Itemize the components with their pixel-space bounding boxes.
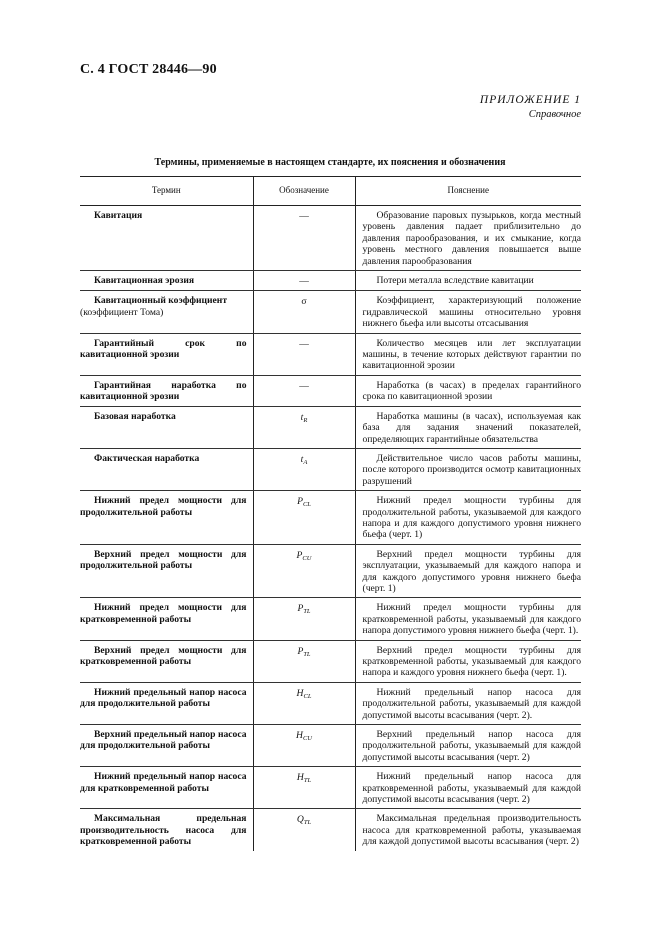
explanation-cell: Потери металла вследствие кавитации bbox=[355, 271, 581, 291]
symbol-subscript: CU bbox=[302, 735, 312, 743]
term-text: Верхний предел мощности для продолжительной работы bbox=[80, 548, 247, 572]
term-cell bbox=[80, 333, 253, 375]
term-text: Нижний предельный напор насоса для продолжительной работы bbox=[80, 686, 247, 710]
term-text: Верхний предельный напор насоса для продолжительной работы bbox=[80, 729, 247, 752]
column-header-term: Термин bbox=[80, 177, 253, 206]
term-text: Кавитация bbox=[94, 210, 143, 221]
symbol-cell bbox=[253, 375, 355, 406]
symbol-text: P bbox=[296, 549, 303, 561]
table-row bbox=[80, 544, 581, 598]
table-row bbox=[80, 640, 581, 682]
explanation-cell: Нижний предельный напор насоса для продолжительной работы, указываемый для каждой допустимой высоты всасывания (черт. 2). bbox=[355, 682, 581, 724]
term-text: Базовая наработка bbox=[94, 410, 176, 422]
term-text: Гарантийный срок по кавитационной эрозии bbox=[80, 337, 247, 361]
explanation-cell: Наработка (в часах) в пределах гарантийного срока по кавитационной эрозии bbox=[355, 375, 581, 406]
symbol-text: P bbox=[297, 645, 304, 657]
term-cell bbox=[80, 448, 253, 490]
table-row bbox=[80, 291, 581, 333]
explanation-cell: Действительное число часов работы машины, после которого производится осмотр кавитационных разрушений bbox=[355, 448, 581, 490]
symbol-cell bbox=[253, 291, 355, 333]
symbol-text: — bbox=[299, 338, 309, 350]
symbol-text: H bbox=[296, 772, 304, 784]
term-cell bbox=[80, 375, 253, 406]
symbol-cell bbox=[253, 682, 355, 724]
table-header-row bbox=[80, 177, 581, 206]
term-cell bbox=[80, 271, 253, 291]
table-body bbox=[80, 206, 581, 851]
explanation-cell: Верхний предел мощности турбины для эксплуатации, указываемый для каждого напора и для каждого допустимого уровня нижнего бьефа (черт. 1) bbox=[355, 544, 581, 598]
term-text: Нижний предельный напор насоса для кратковременной работы bbox=[80, 771, 247, 794]
symbol-cell bbox=[253, 271, 355, 291]
symbol-subscript: TL bbox=[303, 777, 312, 785]
explanation-cell: Верхний предельный напор насоса для продолжительной работы, указываемый для каждой допустимой высоты всасывания (черт. 2) bbox=[355, 725, 581, 767]
symbol-cell bbox=[253, 725, 355, 767]
term-text: Максимальная предельная производительность насоса для кратковременной работы bbox=[80, 813, 247, 848]
term-cell bbox=[80, 640, 253, 682]
term-cell bbox=[80, 406, 253, 448]
explanation-cell: Нижний предел мощности турбины для кратковременной работы, указываемый для каждого напора допустимого уровня нижнего бьефа (черт. 1). bbox=[355, 598, 581, 640]
term-cell bbox=[80, 809, 253, 851]
term-cell bbox=[80, 598, 253, 640]
symbol-text: H bbox=[296, 730, 303, 742]
appendix-subtitle: Справочное bbox=[528, 109, 581, 120]
symbol-subscript: A bbox=[303, 458, 308, 466]
page-header: С. 4 ГОСТ 28446—90 bbox=[80, 62, 217, 77]
term-text: Кавитационный коэффициент bbox=[94, 295, 228, 307]
appendix-label bbox=[480, 94, 581, 120]
symbol-cell bbox=[253, 206, 355, 271]
term-text: Кавитационная эрозия bbox=[94, 275, 195, 287]
symbol-subscript: CL bbox=[302, 501, 311, 509]
term-cell bbox=[80, 206, 253, 271]
symbol-cell bbox=[253, 640, 355, 682]
symbol-text: Q bbox=[296, 814, 304, 826]
table-row bbox=[80, 333, 581, 375]
symbol-subscript: CU bbox=[302, 554, 312, 562]
table-row bbox=[80, 406, 581, 448]
explanation-cell: Нижний предел мощности турбины для продолжительной работы, указываемой для каждого напора и для каждого допустимого уровня нижнего бьефа (черт. 1) bbox=[355, 491, 581, 545]
term-cell bbox=[80, 291, 253, 333]
term-cell bbox=[80, 491, 253, 545]
symbol-subscript: R bbox=[303, 416, 308, 424]
table-row bbox=[80, 767, 581, 809]
term-cell bbox=[80, 544, 253, 598]
explanation-cell: Образование паровых пузырьков, когда местный уровень давления падает приблизительно до давления парообразования, и их смыкание, когда уровень местного давления повышается выше давления парообразования bbox=[355, 206, 581, 271]
table-row bbox=[80, 598, 581, 640]
table-row bbox=[80, 448, 581, 490]
symbol-cell bbox=[253, 809, 355, 851]
symbol-cell bbox=[253, 491, 355, 545]
explanation-cell: Верхний предел мощности турбины для кратковременной работы, указываемый для каждого напора и каждого уровня нижнего бьефа (черт. 1). bbox=[355, 640, 581, 682]
term-cell bbox=[80, 767, 253, 809]
symbol-cell bbox=[253, 448, 355, 490]
appendix-title: ПРИЛОЖЕНИЕ 1 bbox=[479, 94, 581, 106]
symbol-text: P bbox=[297, 603, 304, 615]
term-text: Гарантийная наработка по кавитационной эрозии bbox=[80, 379, 247, 403]
explanation-cell: Нижний предельный напор насоса для кратковременной работы, указываемый для каждой допустимой высоты всасывания (черт. 2) bbox=[355, 767, 581, 809]
symbol-text: — bbox=[299, 276, 309, 288]
symbol-text: t bbox=[300, 411, 304, 423]
table-row bbox=[80, 491, 581, 545]
symbol-text: — bbox=[299, 211, 309, 222]
table-row bbox=[80, 271, 581, 291]
column-header-explanation: Пояснение bbox=[355, 177, 581, 206]
term-note: (коэффициент Тома) bbox=[80, 306, 164, 318]
explanation-cell: Максимальная предельная производительность насоса для кратковременной работы, указываемая для каждой допустимой высоты всасывания (черт. 2) bbox=[362, 813, 581, 848]
symbol-cell bbox=[253, 598, 355, 640]
term-text: Нижний предел мощности для кратковременной работы bbox=[80, 602, 247, 625]
table-row bbox=[80, 809, 581, 851]
term-text: Фактическая наработка bbox=[94, 452, 200, 464]
term-text: Верхний предел мощности для кратковременной работы bbox=[80, 644, 247, 667]
term-cell bbox=[80, 682, 253, 724]
terms-table bbox=[80, 176, 581, 851]
explanation-cell: Количество месяцев или лет эксплуатации машины, в течение которых действуют гарантии по кавитационной эрозии bbox=[355, 333, 581, 375]
symbol-cell bbox=[253, 544, 355, 598]
symbol-text: t bbox=[300, 453, 304, 465]
table-caption: Термины, применяемые в настоящем стандарте, их пояснения и обозначения bbox=[154, 157, 506, 168]
table-row bbox=[80, 375, 581, 406]
symbol-text: H bbox=[296, 687, 304, 699]
symbol-subscript: CL bbox=[303, 692, 312, 700]
table-row bbox=[80, 206, 581, 271]
symbol-subscript: TL bbox=[303, 608, 311, 616]
symbol-subscript: TL bbox=[303, 819, 312, 827]
symbol-text: σ bbox=[301, 296, 307, 308]
table-row bbox=[80, 725, 581, 767]
column-header-symbol: Обозначение bbox=[253, 177, 355, 206]
symbol-text: — bbox=[299, 380, 309, 392]
symbol-cell bbox=[253, 767, 355, 809]
symbol-subscript: TL bbox=[303, 650, 311, 658]
table-row bbox=[80, 682, 581, 724]
explanation-cell: Наработка машины (в часах), используемая как база для задания значений показателей, определяющих гарантийные обязательства bbox=[355, 406, 581, 448]
term-text: Нижний предел мощности для продолжительной работы bbox=[80, 495, 247, 518]
symbol-cell bbox=[253, 333, 355, 375]
symbol-cell bbox=[253, 406, 355, 448]
explanation-cell: Коэффициент, характеризующий положение гидравлической машины относительно уровня нижнего бьефа или высоты отсасывания bbox=[355, 291, 581, 333]
term-cell bbox=[80, 725, 253, 767]
symbol-text: P bbox=[297, 496, 303, 508]
